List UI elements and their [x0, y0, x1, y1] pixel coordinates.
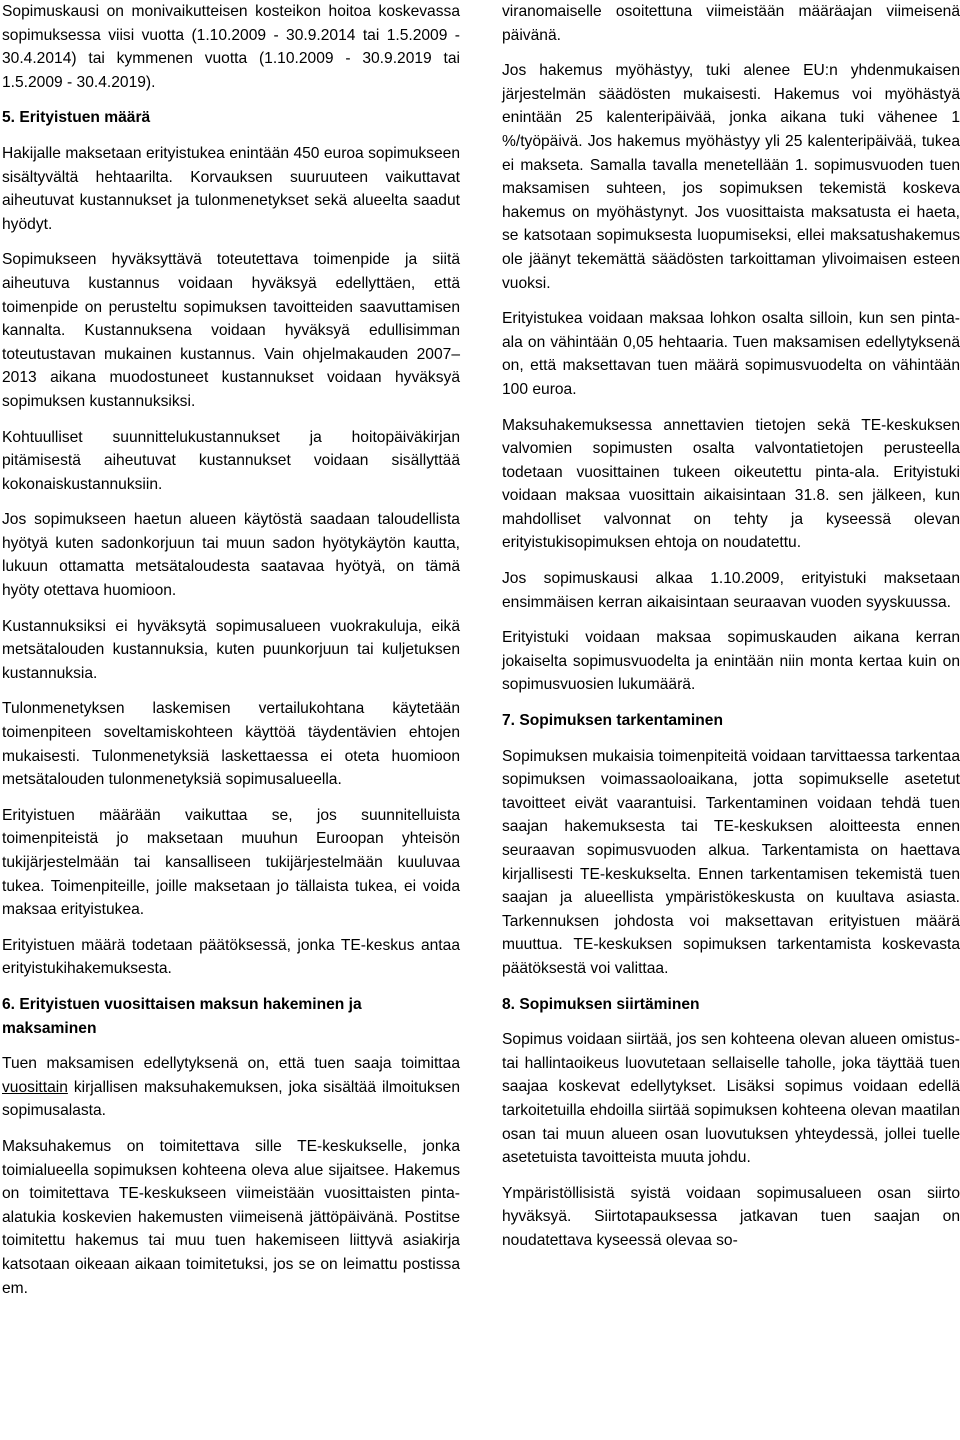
heading-section-7: 7. Sopimuksen tarkentaminen — [502, 712, 723, 730]
paragraph: Jos sopimukseen haetun alueen käytöstä saadaan taloudellista hyötyä kuten sadonkorjuun tai muun sadon hyötykäytön kautta, lukuun ottamatta metsätaloudesta saatavaa hyötyä, on tämä hyöty otettava huomioon. — [2, 511, 460, 600]
heading-section-8: 8. Sopimuksen siirtäminen — [502, 995, 700, 1013]
paragraph: Ympäristöllisistä syistä voidaan sopimusalueen osan siirto hyväksyä. Siirtotapauksessa jatkavan tuen saajan on noudatettava kyseessä olevaa so- — [502, 1184, 960, 1249]
text-run: Tuen maksamisen edellytyksenä on, että tuen saaja toimittaa — [2, 1055, 460, 1073]
paragraph: Kohtuulliset suunnittelukustannukset ja hoitopäiväkirjan pitämisestä aiheutuvat kustannukset voidaan sisällyttää kokonaiskustannuksiin. — [2, 428, 460, 493]
underlined-text: vuosittain — [2, 1078, 68, 1096]
paragraph: viranomaiselle osoitettuna viimeistään määräajan viimeisenä päivänä. — [502, 3, 960, 44]
paragraph: Tulonmenetyksen laskemisen vertailukohtana käytetään toimenpiteen soveltamiskohteen käyttöä täydentävien ehtojen mukaisesti. Tulonmenetyksiä laskettaessa ei oteta huomioon metsätalouden tulonmenetyksiä sopimusalueella. — [2, 700, 460, 789]
left-column — [2, 0, 460, 1312]
paragraph: Erityistuen määrään vaikuttaa se, jos suunnitelluista toimenpiteistä jo maksetaan muuhun Euroopan yhteisön tukijärjestelmään tai kansalliseen tukijärjestelmään kuuluvaa tukea. Toimenpiteille, joille maksetaan jo tällaista tukea, ei voida maksaa erityistukea. — [2, 806, 460, 919]
paragraph: Sopimukseen hyväksyttävä toteutettava toimenpide ja siitä aiheutuva kustannus voidaan hyväksyä edellyttäen, että toimenpide on perusteltu sopimuksen tavoitteiden saavuttamisen kannalta. Kustannuksena voidaan hyväksyä edullisimman toteutustavan mukainen kustannus. Vain ohjelmakauden 2007–2013 aikana muodostuneet kustannukset voidaan hyväksyä sopimuksen kustannuksiksi. — [2, 251, 460, 410]
paragraph: Sopimus voidaan siirtää, jos sen kohteena olevan alueen omistus- tai hallintaoikeus luovutetaan sellaiselle taholle, joka täyttää tuen saajaa koskevat edellytykset. Lisäksi sopimus voidaan edellä tarkoitetuilla ehdoilla siirtää sopimuksen kohteena olevan maatilan osan tai muun alueen osan luovutuksen yhteydessä, jollei tuelle asetetuista tavoitteista muuta johdu. — [502, 1031, 960, 1167]
paragraph: Kustannuksiksi ei hyväksytä sopimusalueen vuokrakuluja, eikä metsätalouden kustannuksia, kuten puunkorjuun tai kuljetuksen kustannuksia. — [2, 617, 460, 682]
text-run: kirjallisen maksuhakemuksen, joka sisältää ilmoituksen sopimusalasta. — [2, 1078, 460, 1120]
heading-section-5: 5. Erityistuen määrä — [2, 109, 151, 127]
paragraph: Erityistuki voidaan maksaa sopimuskauden aikana kerran jokaiselta sopimusvuodelta ja enintään niin monta kertaa kuin on sopimusvuosien lukumäärä. — [502, 629, 960, 694]
paragraph: Erityistukea voidaan maksaa lohkon osalta silloin, kun sen pinta-ala on vähintään 0,05 hehtaaria. Tuen maksamisen edellytyksenä on, että maksettavan tuen määrä sopimusvuodelta on vähintään 100 euroa. — [502, 310, 960, 398]
paragraph-contract-period: Sopimuskausi on monivaikutteisen kosteikon hoitoa koskevassa sopimuksessa viisi vuotta (1.10.2009 - 30.9.2014 tai 1.5.2009 - 30.4.2014) tai kymmenen vuotta (1.10.2009 - 30.9.2019 tai 1.5.2009 - 30.4.2019). — [2, 3, 460, 91]
paragraph — [2, 1052, 460, 1123]
paragraph: Erityistuen määrä todetaan päätöksessä, jonka TE-keskus antaa erityistukihakemuksesta. — [2, 936, 460, 978]
paragraph: Maksuhakemus on toimitettava sille TE-keskukselle, jonka toimialueella sopimuksen kohteena oleva alue sijaitsee. Hakemus on toimitettava TE-keskukseen viimeistään vuosittaisten pinta-alatukia koskevien hakemusten viimeisenä jättöpäivänä. Postitse toimitettu hakemus tai muu tuen hakemiseen liittyvä asiakirja katsotaan oikeaan aikaan toimitetuksi, jos se on leimattu postissa em. — [2, 1137, 460, 1297]
heading-section-6: 6. Erityistuen vuosittaisen maksun hakeminen ja maksaminen — [2, 995, 362, 1037]
paragraph: Sopimuksen mukaisia toimenpiteitä voidaan tarvittaessa tarkentaa sopimuksen voimassaoloaikana, jotta sopimukselle asetetut tavoitteet eivät vaarantuisi. Tarkentaminen voidaan tehdä tuen saajan hakemuksesta tai TE-keskuksen aloitteesta ennen seuraavan sopimusvuoden alkua. Tarkentamista on haettava kirjallisesti TE-keskukselta. Ennen tarkentamisen tekemistä tuen saajan ja alueellista ympäristökeskusta on kuultava asiasta. Tarkennuksen johdosta voi maksettavan erityistuen määrä muuttua. TE-keskuksen sopimuksen tarkentamista koskevasta päätöksestä voi valittaa. — [502, 747, 960, 977]
right-column — [502, 0, 960, 1265]
paragraph: Hakijalle maksetaan erityistukea enintään 450 euroa sopimukseen sisältyvältä hehtaarilta. Korvauksen suuruuteen vaikuttavat aiheutuvat kustannukset ja tulonmenetykset sekä alueelta saadut hyödyt. — [2, 144, 460, 233]
paragraph: Jos hakemus myöhästyy, tuki alenee EU:n yhdenmukaisen järjestelmän säädösten mukaisesti. Hakemus voi myöhästyä enintään 25 kalenteripäivää, jonka aikana tuki vähenee 1 %/työpäivä. Jos hakemus myöhästyy yli 25 kalenteripäivää, tukea ei makseta. Samalla tavalla menetellään 1. sopimusvuoden tuen maksamisen suhteen, jos sopimuksen tekemistä koskeva hakemus on myöhästynyt. Jos vuosittaista maksatusta ei haeta, se katsotaan sopimuksesta luopumiseksi, ellei maksatushakemus ole jäänyt tekemättä säädösten tarkoittaman ylivoimaisen esteen vuoksi. — [502, 62, 960, 292]
paragraph: Maksuhakemuksessa annettavien tietojen sekä TE-keskuksen valvomien sopimusten osalta valvontatietojen perusteella todetaan vuosittainen tukeen oikeutettu pinta-ala. Erityistuki voidaan maksaa vuosittain aikaisintaan 31.8. sen jälkeen, kun mahdolliset valvonnat on tehty ja kyseessä olevan erityistukisopimuksen ehtoja on noudatettu. — [502, 416, 960, 552]
paragraph: Jos sopimuskausi alkaa 1.10.2009, erityistuki maksetaan ensimmäisen kerran aikaisintaan seuraavan vuoden syyskuussa. — [502, 570, 960, 611]
